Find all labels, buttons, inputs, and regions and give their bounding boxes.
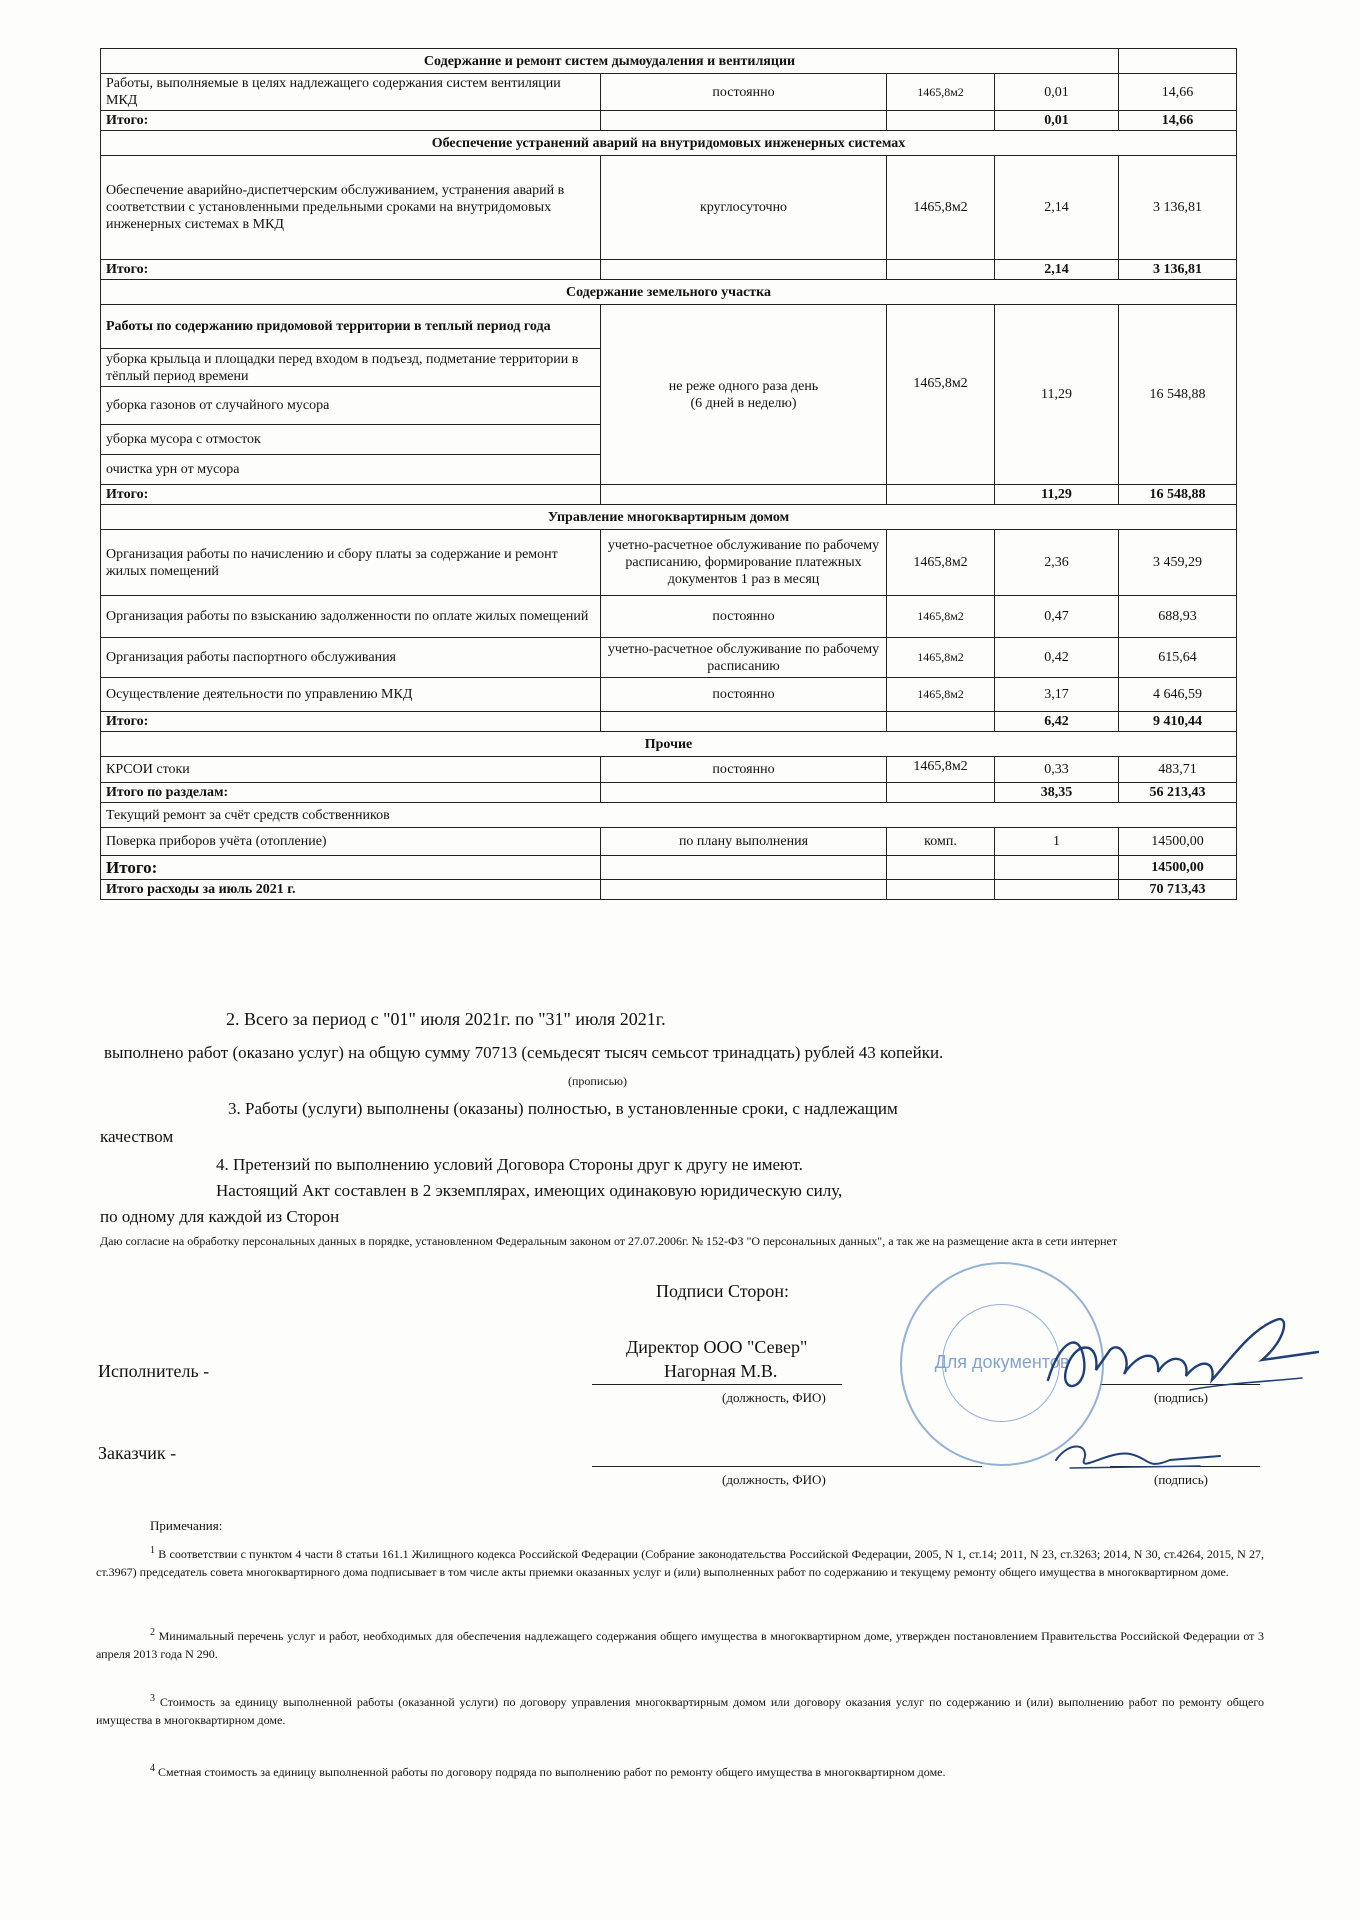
sign-hint: (подпись) <box>1154 1390 1208 1405</box>
note-3: $^3$ Стоимость за единицу выполненной работы (оказанной услуги) по договору управления многоквартирным домом или договору оказания услуг по содержанию и (или) выполнению работ по ремонту общего имущества в многоквартирном доме. <box>96 1693 1264 1727</box>
work-name: КРСОИ стоки <box>101 757 601 783</box>
work-frequency: постоянно <box>601 678 887 712</box>
work-rate: 0,47 <box>995 596 1119 638</box>
position-hint: (должность, ФИО) <box>722 1472 826 1487</box>
total-rate: 0,01 <box>995 111 1119 131</box>
work-unit: 1465,8м2 <box>887 305 995 485</box>
work-name: Поверка приборов учёта (отопление) <box>101 828 601 856</box>
work-rate: 0,42 <box>995 638 1119 678</box>
paragraph-5-line-2: по одному для каждой из Сторон <box>100 1207 340 1226</box>
work-rate: 2,14 <box>995 156 1119 260</box>
table-row <box>101 828 1237 856</box>
work-rate: 0,01 <box>995 74 1119 111</box>
total-row <box>101 485 1237 505</box>
work-name: Организация работы по начислению и сбору платы за содержание и ремонт жилых помещений <box>101 530 601 596</box>
work-sum: 483,71 <box>1119 757 1237 783</box>
section-title-management: Управление многоквартирным домом <box>101 505 1237 530</box>
note-2: $^2$ Минимальный перечень услуг и работ, необходимых для обеспечения надлежащего содержания общего имущества в многоквартирном доме, утвержден постановлением Правительства Российской Федерации от 3 апреля 2013 года N 290. <box>96 1627 1265 1661</box>
work-rate: 3,17 <box>995 678 1119 712</box>
work-frequency: не реже одного раза день (6 дней в неделю) <box>601 305 887 485</box>
total-row <box>101 856 1237 880</box>
customer-position-line <box>592 1466 982 1467</box>
work-sum: 3 136,81 <box>1119 156 1237 260</box>
work-name: Работы, выполняемые в целях надлежащего содержания систем вентиляции МКД <box>101 74 601 111</box>
work-item: уборка газонов от случайного мусора <box>101 387 601 425</box>
paragraph-5-line-1: Настоящий Акт составлен в 2 экземплярах, имеющих одинаковую юридическую силу, <box>216 1181 843 1200</box>
section-title-emergency: Обеспечение устранений аварий на внутридомовых инженерных системах <box>101 131 1237 156</box>
work-sum: 4 646,59 <box>1119 678 1237 712</box>
table-row <box>101 305 1237 349</box>
total-sum: 9 410,44 <box>1119 712 1237 732</box>
table-row <box>101 74 1237 111</box>
work-unit: 1465,8м2 <box>887 757 995 783</box>
work-item: уборка мусора с отмосток <box>101 425 601 455</box>
work-sum: 3 459,29 <box>1119 530 1237 596</box>
work-unit: 1465,8м2 <box>887 596 995 638</box>
work-rate: 1 <box>995 828 1119 856</box>
total-sum: 16 548,88 <box>1119 485 1237 505</box>
total-rate: 11,29 <box>995 485 1119 505</box>
work-frequency: постоянно <box>601 74 887 111</box>
executor-label: Исполнитель - <box>98 1361 210 1381</box>
executor-signature <box>1040 1300 1330 1420</box>
table-row <box>101 757 1237 783</box>
customer-signature <box>1050 1430 1230 1480</box>
services-table <box>100 48 1237 900</box>
executor-position: Директор ООО "Север" <box>626 1337 808 1357</box>
total-label: Итого: <box>101 712 601 732</box>
paragraph-3-line-1: 3. Работы (услуги) выполнены (оказаны) полностью, в установленные сроки, с надлежащим <box>228 1099 898 1118</box>
work-frequency: учетно-расчетное обслуживание по рабочему расписанию, формирование платежных документов 1 раз в месяц <box>601 530 887 596</box>
notes-heading: Примечания: <box>150 1518 223 1533</box>
work-frequency: постоянно <box>601 596 887 638</box>
work-name: Обеспечение аварийно-диспетчерским обслуживанием, устранения аварий в соответствии с установленными предельными сроками на внутридомовых инженерных системах в МКД <box>101 156 601 260</box>
section-title-repair: Текущий ремонт за счёт средств собственников <box>101 803 1237 828</box>
total-row <box>101 260 1237 280</box>
work-frequency: круглосуточно <box>601 156 887 260</box>
section-title-other: Прочие <box>101 732 1237 757</box>
work-rate: 11,29 <box>995 305 1119 485</box>
total-label: Итого: <box>101 260 601 280</box>
total-label: Итого по разделам: <box>101 783 601 803</box>
work-unit: комп. <box>887 828 995 856</box>
total-label: Итого: <box>101 856 601 880</box>
work-group-title: Работы по содержанию придомовой территории в теплый период года <box>101 305 601 349</box>
work-sum: 615,64 <box>1119 638 1237 678</box>
section-header-row <box>101 732 1237 757</box>
customer-label: Заказчик - <box>98 1443 177 1463</box>
total-sum: 14,66 <box>1119 111 1237 131</box>
table-row <box>101 530 1237 596</box>
total-sum: 14500,00 <box>1119 856 1237 880</box>
section-header-row <box>101 49 1237 74</box>
note-1: $^1$ В соответствии с пунктом 4 части 8 статьи 161.1 Жилищного кодекса Российской Федерации (Собрание законодательства Российской Федерации, 2005, N 1, ст.14; 2011, N 23, ст.3263; 2014, N 30, ст.4264, 2015, N 27, ст.3967) председатель совета многоквартирного дома подписывает в том числе акты приемки оказанных услуг и (или) выполненных работ по содержанию и текущему ремонту общего имущества в многоквартирном доме. <box>96 1545 1265 1579</box>
section-title-land: Содержание земельного участка <box>101 280 1237 305</box>
total-row <box>101 111 1237 131</box>
total-row <box>101 712 1237 732</box>
section-header-row <box>101 505 1237 530</box>
work-sum: 14,66 <box>1119 74 1237 111</box>
work-item: уборка крыльца и площадки перед входом в подъезд, подметание территории в тёплый период времени <box>101 349 601 387</box>
work-name: Осуществление деятельности по управлению МКД <box>101 678 601 712</box>
paragraph-2-line-2: выполнено работ (оказано услуг) на общую сумму 70713 (семьдесят тысяч семьсот тринадцать) рублей 43 копейки. <box>104 1043 944 1062</box>
paragraph-4: 4. Претензий по выполнению условий Договора Стороны друг к другу не имеют. <box>216 1155 803 1174</box>
paragraph-2-hint: (прописью) <box>568 1074 628 1088</box>
paragraph-3-line-2: качеством <box>100 1127 174 1146</box>
work-unit: 1465,8м2 <box>887 678 995 712</box>
paragraph-2-line-1: 2. Всего за период с "01" июля 2021г. по "31" июля 2021г. <box>226 1009 666 1029</box>
section-header-row <box>101 280 1237 305</box>
work-unit: 1465,8м2 <box>887 530 995 596</box>
table-row <box>101 156 1237 260</box>
work-unit: 1465,8м2 <box>887 638 995 678</box>
work-sum: 14500,00 <box>1119 828 1237 856</box>
section-header-row <box>101 803 1237 828</box>
executor-position-line <box>592 1384 842 1385</box>
work-rate: 0,33 <box>995 757 1119 783</box>
consent-text: Даю согласие на обработку персональных данных в порядке, установленном Федеральным законом от 27.07.2006г. № 152-ФЗ "О персональных данных", а так же на размещение акта в сети интернет <box>100 1234 1118 1248</box>
work-rate: 2,36 <box>995 530 1119 596</box>
work-unit: 1465,8м2 <box>887 156 995 260</box>
sign-hint: (подпись) <box>1154 1472 1208 1487</box>
total-rate: 6,42 <box>995 712 1119 732</box>
total-rate: 2,14 <box>995 260 1119 280</box>
note-4: $^4$ Сметная стоимость за единицу выполненной работы по договору подряда по выполнению работ по ремонту общего имущества в многоквартирном доме. <box>150 1763 946 1779</box>
work-item: очистка урн от мусора <box>101 455 601 485</box>
work-frequency: постоянно <box>601 757 887 783</box>
work-sum: 688,93 <box>1119 596 1237 638</box>
work-name: Организация работы паспортного обслуживания <box>101 638 601 678</box>
total-label: Итого: <box>101 485 601 505</box>
grand-total-row <box>101 880 1237 900</box>
grand-total-label: Итого расходы за июль 2021 г. <box>101 880 601 900</box>
work-frequency: по плану выполнения <box>601 828 887 856</box>
executor-name: Нагорная М.В. <box>664 1361 778 1381</box>
work-frequency: учетно-расчетное обслуживание по рабочему расписанию <box>601 638 887 678</box>
signatures-heading: Подписи Сторон: <box>656 1281 790 1301</box>
stamp-text: Для документов <box>934 1352 1070 1372</box>
work-name: Организация работы по взысканию задолженности по оплате жилых помещений <box>101 596 601 638</box>
table-row <box>101 638 1237 678</box>
section-title-smoke-vent: Содержание и ремонт систем дымоудаления и вентиляции <box>101 49 1119 74</box>
work-sum: 16 548,88 <box>1119 305 1237 485</box>
total-sum: 3 136,81 <box>1119 260 1237 280</box>
section-header-row <box>101 131 1237 156</box>
total-sum: 56 213,43 <box>1119 783 1237 803</box>
position-hint: (должность, ФИО) <box>722 1390 826 1405</box>
table-row <box>101 678 1237 712</box>
table-row <box>101 596 1237 638</box>
grand-total-sum: 70 713,43 <box>1119 880 1237 900</box>
total-label: Итого: <box>101 111 601 131</box>
work-unit: 1465,8м2 <box>887 74 995 111</box>
total-rate: 38,35 <box>995 783 1119 803</box>
total-row <box>101 783 1237 803</box>
